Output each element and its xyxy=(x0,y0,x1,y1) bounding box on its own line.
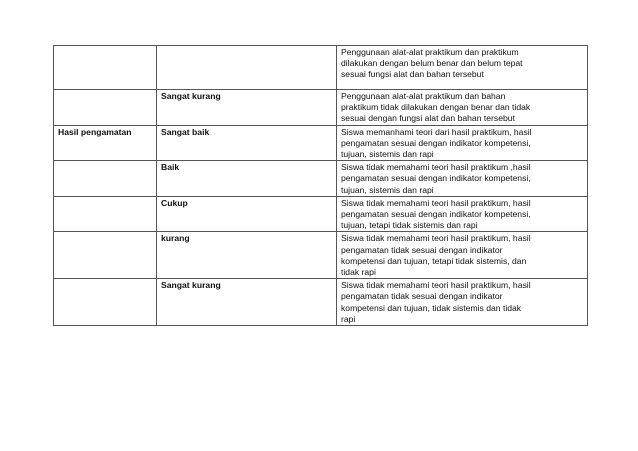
level-cell: Sangat kurang xyxy=(157,90,337,126)
aspect-cell xyxy=(54,46,157,90)
description-cell xyxy=(337,279,588,326)
assessment-rubric-table xyxy=(53,45,588,326)
level-cell xyxy=(157,46,337,90)
description-cell xyxy=(337,46,588,90)
description-cell xyxy=(337,161,588,197)
aspect-cell xyxy=(54,279,157,326)
description-text: Siswa tidak memahami teori hasil praktikum, hasil pengamatan tidak sesuai dengan indikator kompetensi dan tujuan, tidak sistemis dan tidak rapi xyxy=(341,280,531,324)
description-text: Siswa tidak memahami teori hasil praktikum ,hasil pengamatan sesuai dengan indikator kompetensi, tujuan, sistemis dan rapi xyxy=(341,162,531,195)
description-text: Siswa memanhami teori dari hasil praktikum, hasil pengamatan sesuai dengan indikator kompetensi, tujuan, sistemis dan rapi xyxy=(341,126,532,160)
aspect-cell xyxy=(54,90,157,126)
level-cell: Sangat baik xyxy=(157,125,337,161)
description-cell xyxy=(337,125,588,161)
level-cell: Cukup xyxy=(157,196,337,232)
aspect-cell xyxy=(54,232,157,279)
description-cell xyxy=(337,232,588,279)
table-row xyxy=(54,161,588,197)
description-text: Penggunaan alat-alat praktikum dan praktikum dilakukan dengan belum benar dan belum tepat sesuai fungsi alat dan bahan tersebut xyxy=(341,47,523,80)
table-row xyxy=(54,279,588,326)
document-page xyxy=(53,45,587,326)
table-row xyxy=(54,46,588,90)
level-cell: Sangat kurang xyxy=(157,279,337,326)
table-row xyxy=(54,125,588,161)
aspect-cell xyxy=(54,161,157,197)
description-text: Penggunaan alat-alat praktikum dan bahan praktikum tidak dilakukan dengan benar dan tidak sesuai dengan fungsi alat dan bahan tersebut xyxy=(341,91,531,124)
table-row xyxy=(54,232,588,279)
table-row xyxy=(54,90,588,126)
description-text: Siswa tidak memahami teori hasil praktikum, hasil pengamatan sesuai dengan indikator kompetensi, tujuan, tetapi tidak sistemis dan rapi xyxy=(341,197,531,231)
aspect-cell: Hasil pengamatan xyxy=(54,125,157,161)
description-text: Siswa tidak memahami teori hasil praktikum, hasil pengamatan tidak sesuai dengan indikator kompetensi dan tujuan, tetapi tidak sistemis, dan tidak rapi xyxy=(341,233,531,278)
aspect-cell xyxy=(54,196,157,232)
table-row xyxy=(54,196,588,232)
description-cell xyxy=(337,196,588,232)
level-cell: kurang xyxy=(157,232,337,279)
level-cell: Baik xyxy=(157,161,337,197)
description-cell xyxy=(337,90,588,126)
